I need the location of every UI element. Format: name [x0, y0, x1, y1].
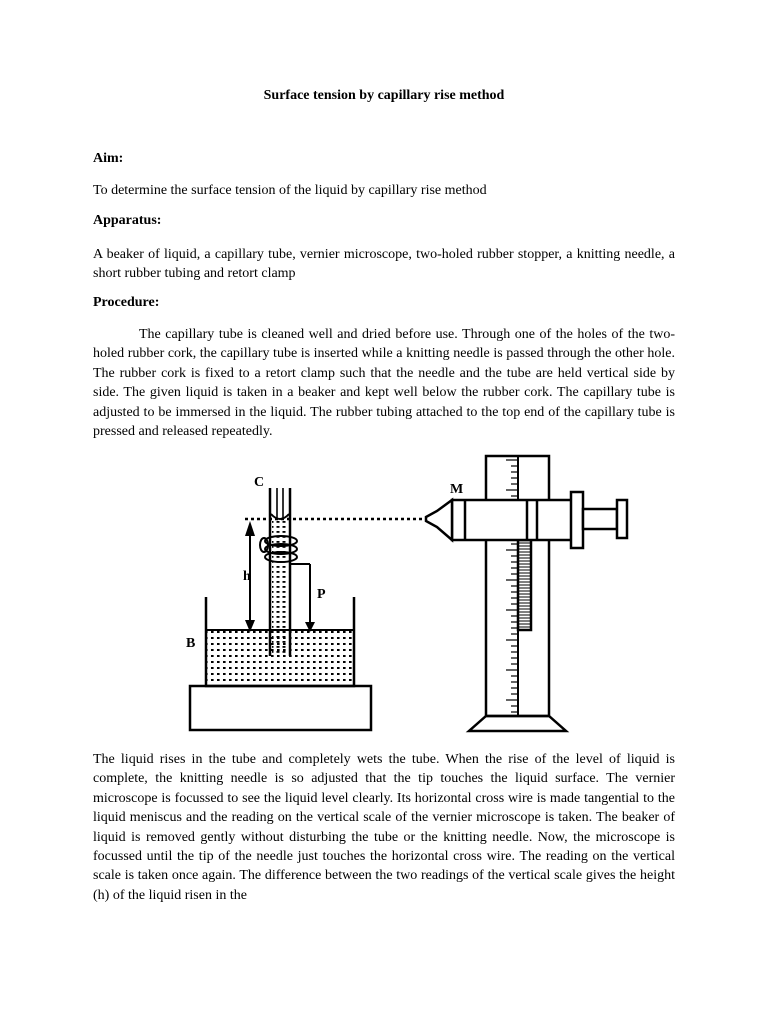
- platform-base: [190, 686, 371, 730]
- label-h: h: [243, 569, 251, 584]
- label-b: B: [186, 636, 196, 651]
- microscope-base: [469, 716, 566, 731]
- aim-heading: Aim:: [93, 151, 124, 166]
- apparatus-text: A beaker of liquid, a capillary tube, vernier microscope, two-holed rubber stopper, a knitting needle, a short rubber tubing and retort clamp: [93, 247, 675, 282]
- microscope-clamp: [571, 492, 583, 548]
- procedure-paragraph-2: The liquid rises in the tube and completely wets the tube. When the rise of the level of liquid is complete, the knitting needle is so adjusted that the tip touches the liquid surface. The vernier microscope is focussed to see the liquid level clearly. Its horizontal cross wire is made tangential to the liquid meniscus and the reading on the vertical scale of the vernier microscope is taken. The beaker of liquid is removed gently without disturbing the tube or the knitting needle. Now, the microscope is focussed until the tip of the needle just touches the horizontal cross wire. The reading on the vertical scale is taken once again. The difference between the two readings of the vertical scale gives the height (h) of the liquid risen in the: [93, 752, 675, 903]
- microscope-objective: [426, 500, 452, 540]
- meniscus: [271, 514, 289, 519]
- capillary-liquid-column: [272, 520, 288, 656]
- label-p: P: [317, 587, 326, 602]
- aim-text: To determine the surface tension of the liquid by capillary rise method: [93, 183, 487, 198]
- label-m: M: [450, 482, 464, 497]
- microscope-tube: [452, 500, 572, 540]
- page-title: Surface tension by capillary rise method: [263, 88, 505, 103]
- procedure-paragraph-1: The capillary tube is cleaned well and dried before use. Through one of the holes of the two-holed rubber cork, the capillary tube is inserted while a knitting needle is passed through the other hole. The rubber cork is fixed to a retort clamp such that the needle and the tube are held vertical side by side. The given liquid is taken in a beaker and kept well below the rubber cork. The capillary tube is adjusted to be immersed in the liquid. The rubber tubing attached to the top end of the capillary tube is pressed and released repeatedly.: [93, 327, 675, 440]
- procedure-heading: Procedure:: [93, 295, 160, 310]
- label-c: C: [254, 475, 265, 490]
- vertical-scale: [506, 460, 518, 712]
- microscope-eyepiece: [583, 509, 617, 529]
- apparatus-heading: Apparatus:: [93, 213, 162, 228]
- eyepiece-cap: [617, 500, 627, 538]
